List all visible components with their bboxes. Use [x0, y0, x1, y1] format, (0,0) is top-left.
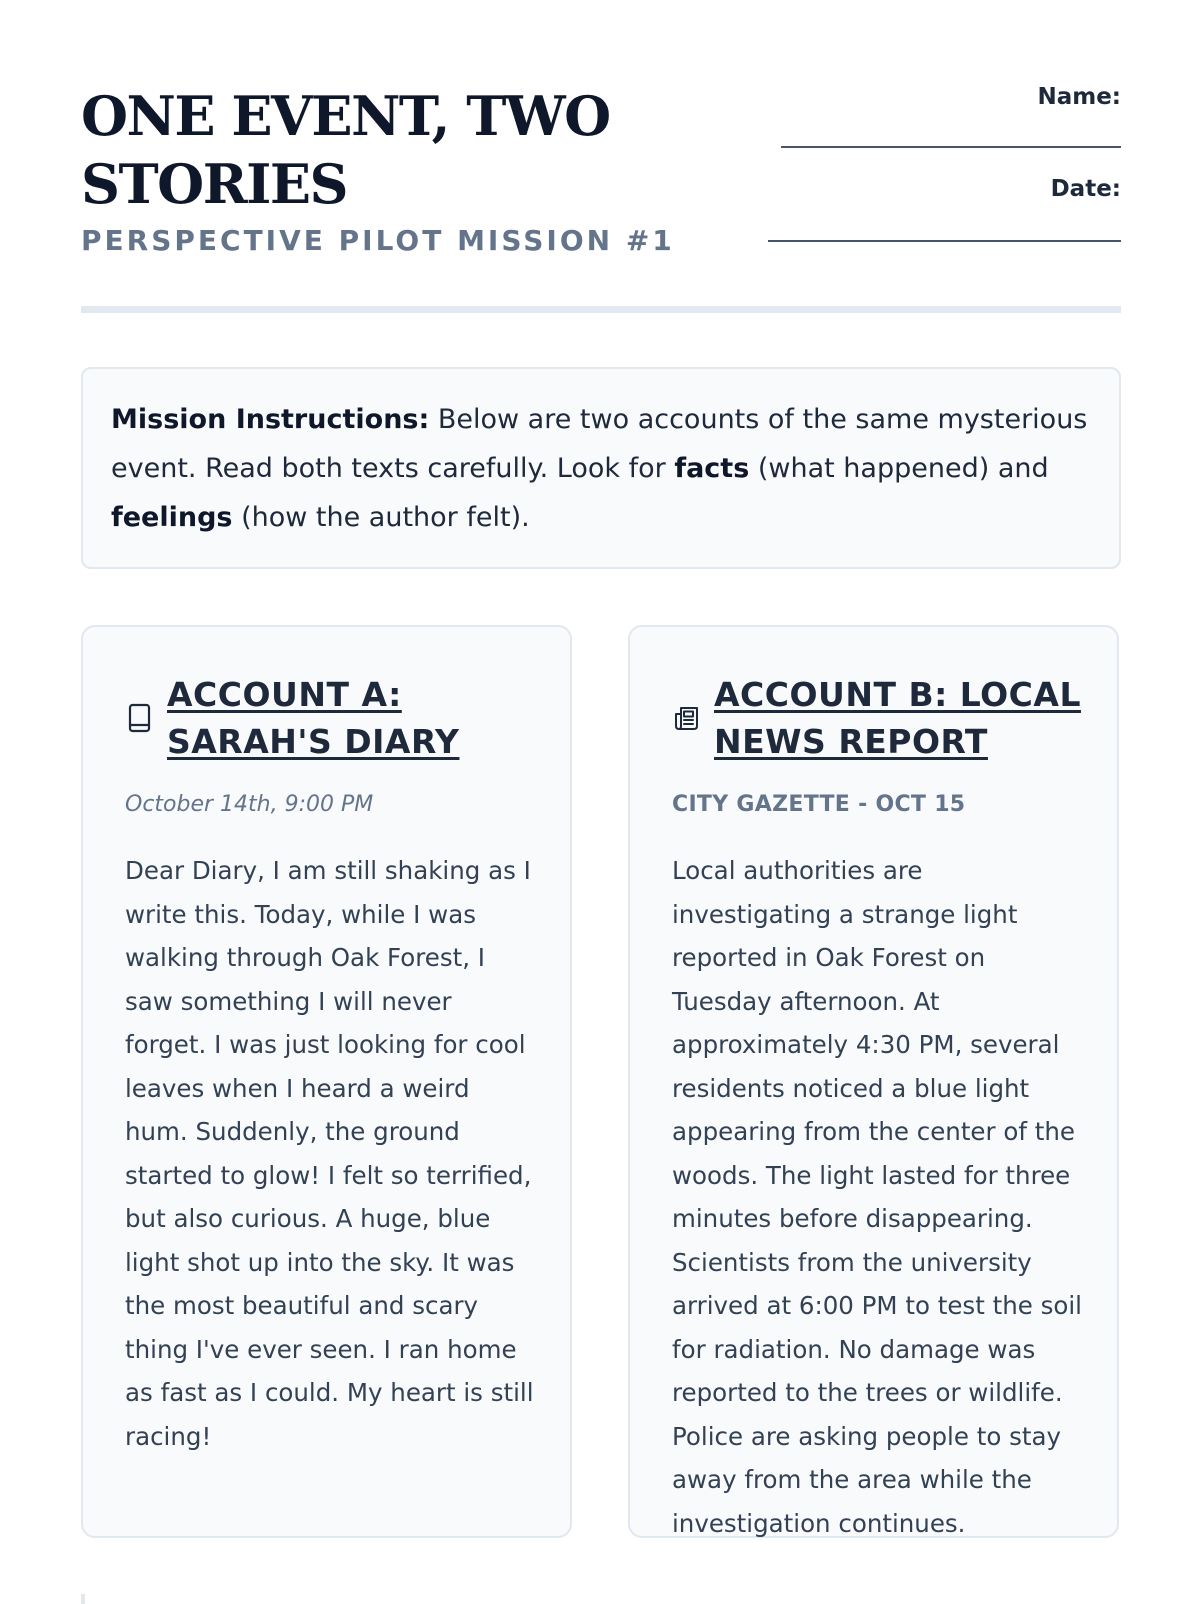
name-label: Name: [1037, 84, 1121, 110]
account-b-source: CITY GAZETTE - OCT 15 [672, 792, 966, 817]
header-divider [81, 306, 1121, 313]
page-subtitle: PERSPECTIVE PILOT MISSION #1 [81, 224, 675, 257]
instructions-text-1: Below are two accounts of the same mysterious event. Read both texts carefully. Look for [111, 404, 1088, 484]
account-b-card [628, 625, 1119, 1538]
feelings-keyword: feelings [111, 502, 233, 533]
account-a-title: ACCOUNT A: SARAH'S DIARY [167, 675, 460, 761]
date-field[interactable] [768, 240, 1121, 242]
page-title: ONE EVENT, TWO STORIES [81, 84, 610, 216]
instructions-text-3: (how the author felt). [232, 502, 530, 533]
account-a-text: Dear Diary, I am still shaking as I write this. Today, while I was walking through Oak Forest, I saw something I will never forget. I was just looking for cool leaves when I heard a weird hum. Suddenly, the ground started to glow! I felt so terrified, but also curious. A huge, blue light shot up into the sky. It was the most beautiful and scary thing I've ever seen. I ran home as fast as I could. My heart is still racing! [125, 856, 534, 1451]
account-b-title: ACCOUNT B: LOCAL NEWS REPORT [714, 675, 1081, 761]
account-a-date: October 14th, 9:00 PM [125, 792, 374, 817]
instructions-text-2: (what happened) and [749, 453, 1049, 484]
worksheet-page [81, 0, 1121, 1600]
account-b-text: Local authorities are investigating a strange light reported in Oak Forest on Tuesday afternoon. At approximately 4:30 PM, several residents noticed a blue light appearing from the center of the woods. The light lasted for three minutes before disappearing. Scientists from the university arrived at 6:00 PM to test the soil for radiation. No damage was reported to the trees or wildlife. Police are asking people to stay away from the area while the investigation continues. [672, 856, 1082, 1538]
facts-keyword: facts [674, 453, 750, 484]
book-icon [127, 703, 153, 733]
date-label: Date: [1050, 176, 1121, 202]
account-a-card [81, 625, 572, 1538]
name-field[interactable] [781, 146, 1121, 148]
newspaper-icon [674, 703, 700, 733]
mission-instructions [81, 367, 1121, 569]
next-section-edge [81, 1594, 85, 1604]
instructions-lead: Mission Instructions: [111, 404, 430, 435]
